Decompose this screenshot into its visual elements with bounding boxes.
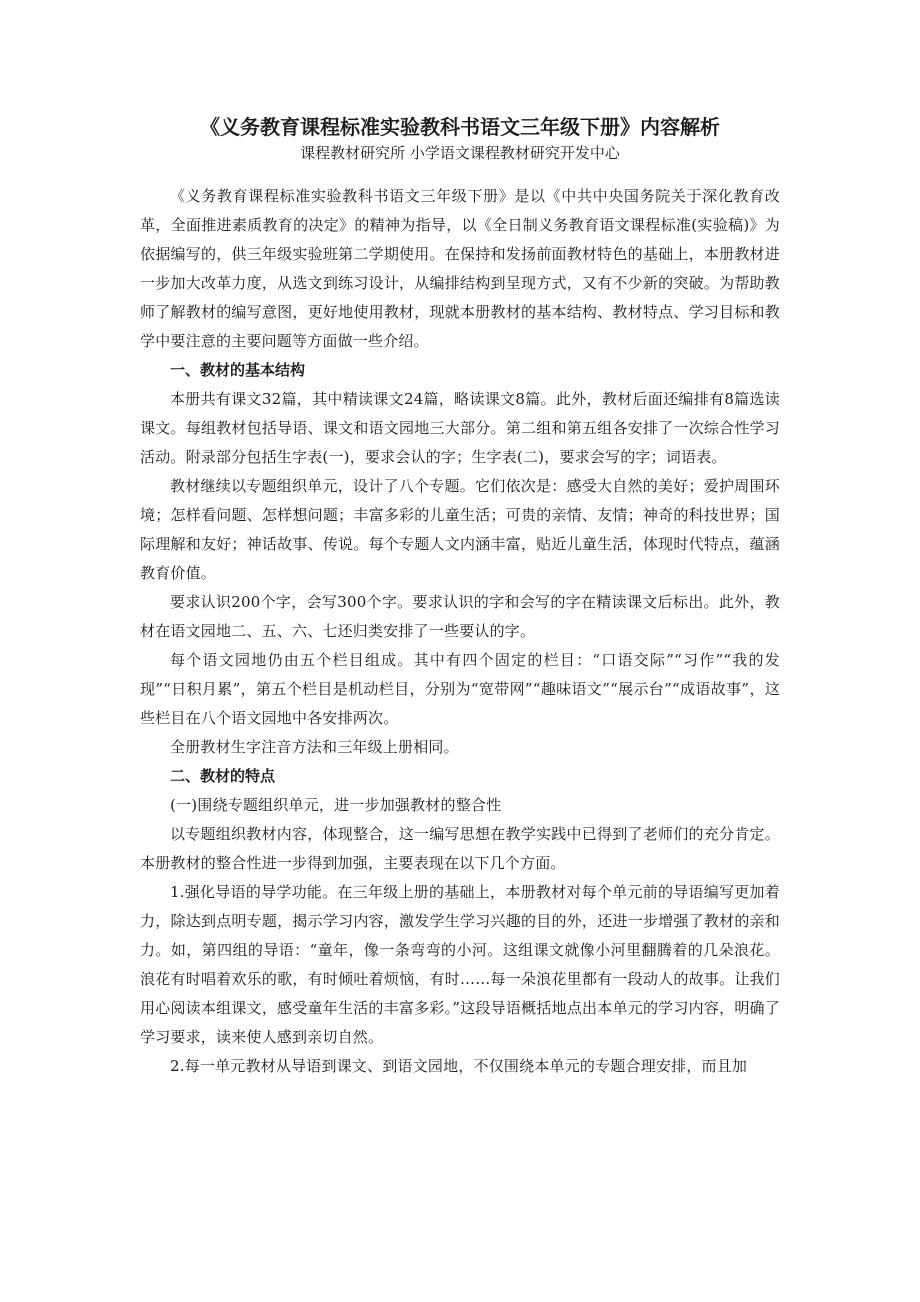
document-page (140, 112, 780, 1081)
paragraph: 教材继续以专题组织单元，设计了八个专题。它们依次是：感受大自然的美好；爱护周围环境；怎样看问题、怎样想问题；丰富多彩的儿童生活；可贵的亲情、友情；神奇的科技世界；国际理解和友好；神话故事、传说。每个专题人文内涵丰富，贴近儿童生活，体现时代特点，蕴涵教育价值。 (140, 477, 780, 582)
section-heading-features: 二、教材的特点 (170, 767, 276, 785)
paragraph: 本册共有课文32篇，其中精读课文24篇，略读课文8篇。此外，教材后面还编排有8篇选读课文。每组教材包括导语、课文和语文园地三大部分。第二组和第五组各安排了一次综合性学习活动。附录部分包括生字表(一)，要求会认的字；生字表(二)，要求会写的字；词语表。 (140, 390, 780, 466)
intro-paragraph: 《义务教育课程标准实验教科书语文三年级下册》是以《中共中央国务院关于深化教育改革，全面推进素质教育的决定》的精神为指导，以《全日制义务教育语文课程标准(实验稿)》为依据编写的，供三年级实验班第二学期使用。在保持和发扬前面教材特色的基础上，本册教材进一步加大改革力度，从选文到练习设计，从编排结构到呈现方式，又有不少新的突破。为帮助教师了解教材的编写意图，更好地使用教材，现就本册教材的基本结构、教材特点、学习目标和教学中要注意的主要问题等方面做一些介绍。 (140, 187, 780, 350)
section-heading-structure: 一、教材的基本结构 (170, 361, 306, 379)
subheading-paragraph: (一)围绕专题组织单元，进一步加强教材的整合性 (170, 796, 502, 814)
paragraph: 1.强化导语的导学功能。在三年级上册的基础上，本册教材对每个单元前的导语编写更加着力，除达到点明专题，揭示学习内容，激发学生学习兴趣的目的外，还进一步增强了教材的亲和力。如，第四组的导语：“童年，像一条弯弯的小河。这组课文就像小河里翻腾着的几朵浪花。浪花有时唱着欢乐的歌，有时倾吐着烦恼，有时……每一朵浪花里都有一段动人的故事。让我们用心阅读本组课文，感受童年生活的丰富多彩。”这段导语概括地点出本单元的学习内容，明确了学习要求，读来使人感到亲切自然。 (140, 883, 780, 1046)
paragraph: 全册教材生字注音方法和三年级上册相同。 (170, 738, 459, 756)
document-subtitle: 课程教材研究所 小学语文课程教材研究开发中心 (300, 144, 620, 162)
document-title: 《义务教育课程标准实验教科书语文三年级下册》内容解析 (200, 115, 720, 139)
paragraph: 每个语文园地仍由五个栏目组成。其中有四个固定的栏目：“口语交际”“习作”“我的发现”“日积月累”，第五个栏目是机动栏目，分别为“宽带网”“趣味语文”“展示台”“成语故事”，这些栏目在八个语文园地中各安排两次。 (140, 651, 780, 727)
paragraph: 2.每一单元教材从导语到课文、到语文园地，不仅围绕本单元的专题合理安排，而且加 (170, 1057, 748, 1075)
paragraph: 以专题组织教材内容，体现整合，这一编写思想在教学实践中已得到了老师们的充分肯定。本册教材的整合性进一步得到加强，主要表现在以下几个方面。 (140, 825, 780, 872)
paragraph: 要求认识200个字，会写300个字。要求认识的字和会写的字在精读课文后标出。此外，教材在语文园地二、五、六、七还归类安排了一些要认的字。 (140, 593, 780, 640)
